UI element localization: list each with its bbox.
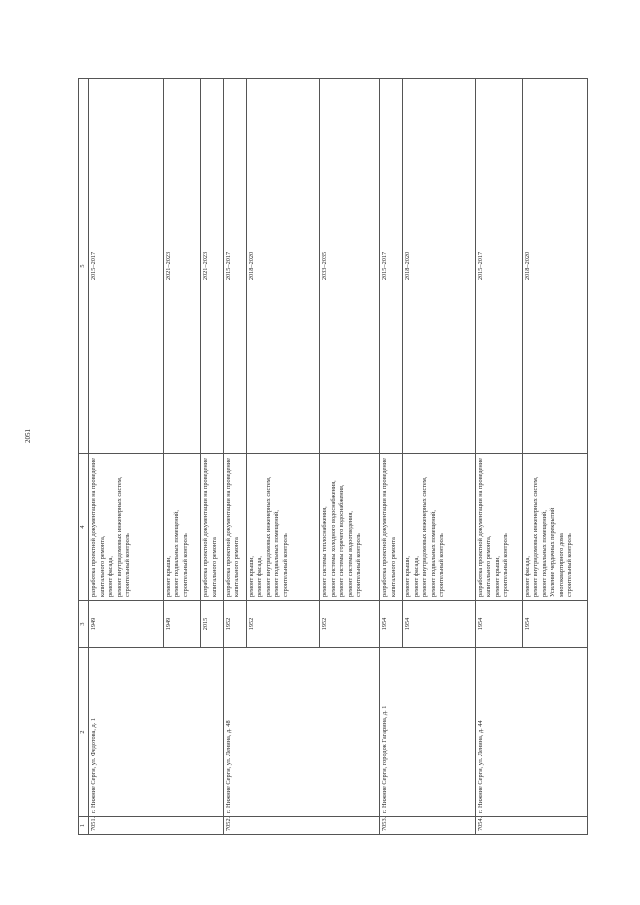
- work-item: ремонт системы теплоснабжения,: [321, 506, 329, 597]
- works-cell: [320, 454, 380, 601]
- row-number: 7052.: [223, 817, 380, 835]
- work-item: разработка проектной документации на проведение капитального ремонта,: [476, 458, 493, 597]
- year-cell: 1952: [320, 601, 380, 648]
- work-item: строительный контроль: [281, 533, 289, 597]
- table-row: [223, 79, 246, 835]
- work-item: ремонт системы холодного водоснабжения,: [329, 480, 337, 597]
- work-item: ремонт фасада,: [523, 556, 531, 597]
- period-cell: 2018–2020: [522, 79, 587, 454]
- works-cell: [201, 454, 224, 601]
- works-cell: [163, 454, 200, 601]
- page-number: 2051: [24, 429, 32, 443]
- work-item: ремонт подвальных помещений,: [429, 510, 437, 597]
- year-cell: 1954: [403, 601, 476, 648]
- work-item: строительный контроль: [181, 533, 189, 597]
- work-item: ремонт системы горячего водоснабжения,: [338, 484, 346, 597]
- work-item: разработка проектной документации на проведение капитального ремонта,: [90, 458, 106, 597]
- building-address: г. Нижние Серги, ул. Ленина, д. 44: [475, 648, 587, 817]
- year-cell: 1954: [522, 601, 587, 648]
- work-item: строительный контроль: [438, 533, 446, 597]
- header-col-4: 4: [79, 454, 89, 601]
- work-item: разработка проектной документации на проведение капитального ремонта: [224, 458, 241, 597]
- year-cell: 1954: [380, 601, 403, 648]
- period-cell: 2033–2035: [320, 79, 380, 454]
- header-row: [79, 79, 89, 835]
- work-item: ремонт крыши,: [493, 555, 501, 597]
- work-item: ремонт фасада,: [412, 556, 420, 597]
- work-item: строительный контроль: [566, 533, 574, 597]
- work-item: ремонт крыши,: [164, 555, 172, 597]
- year-cell: 2015: [201, 601, 224, 648]
- works-cell: [522, 454, 587, 601]
- work-item: ремонт внутридомовых инженерных систем,: [264, 476, 272, 597]
- works-cell: [223, 454, 246, 601]
- work-item: ремонт фасада,: [256, 556, 264, 597]
- works-cell: [475, 454, 522, 601]
- work-item: строительный контроль: [502, 533, 510, 597]
- work-item: ремонт подвальных помещений,: [273, 510, 281, 597]
- work-item: ремонт внутридомовых инженерных систем,: [532, 476, 540, 597]
- works-cell: [89, 454, 164, 601]
- row-number: 7053.: [380, 817, 475, 835]
- work-item: ремонт подвальных помещений,: [540, 510, 548, 597]
- year-cell: 1954: [475, 601, 522, 648]
- building-address: г. Нижние Серги, ул. Федотова, д. 1: [89, 648, 224, 817]
- table-row: [89, 79, 164, 835]
- work-item: ремонт крыши,: [247, 555, 255, 597]
- year-cell: 1949: [163, 601, 200, 648]
- repair-schedule-table: [78, 78, 588, 835]
- rotated-page: [78, 78, 588, 835]
- period-cell: 2015–2017: [89, 79, 164, 454]
- works-cell: [380, 454, 403, 601]
- work-item: ремонт внутридомовых инженерных систем,: [115, 476, 123, 597]
- period-cell: 2015–2017: [380, 79, 403, 454]
- header-col-3: 3: [79, 601, 89, 648]
- period-cell: 2015–2017: [223, 79, 246, 454]
- header-col-5: 5: [79, 79, 89, 454]
- work-item: строительный контроль: [355, 533, 363, 597]
- table-row: [475, 79, 522, 835]
- work-item: ремонт подвальных помещений,: [173, 510, 181, 597]
- table-body: [89, 79, 588, 835]
- period-cell: 2021–2023: [201, 79, 224, 454]
- work-item: разработка проектной документации на проведение капитального ремонта: [202, 458, 218, 597]
- works-cell: [246, 454, 320, 601]
- row-number: 7054.: [475, 817, 587, 835]
- year-cell: 1952: [246, 601, 320, 648]
- works-cell: [403, 454, 476, 601]
- period-cell: 2018–2020: [403, 79, 476, 454]
- building-address: г. Нижние Серги, городок Гагарина, д. 1: [380, 648, 475, 817]
- work-item: ремонт внутридомовых инженерных систем,: [421, 476, 429, 597]
- building-address: г. Нижние Серги, ул. Ленина, д. 48: [223, 648, 380, 817]
- header-col-2: 2: [79, 648, 89, 817]
- row-number: 7051.: [89, 817, 224, 835]
- work-item: ремонт системы водоотведения,: [346, 511, 354, 597]
- period-cell: 2015–2017: [475, 79, 522, 454]
- period-cell: 2021–2023: [163, 79, 200, 454]
- work-item: ремонт фасада,: [107, 556, 114, 597]
- year-cell: 1949: [89, 601, 164, 648]
- work-item: Усиление чердачных перекрытий многоквартирного дома: [549, 507, 565, 597]
- work-item: разработка проектной документации на проведение капитального ремонта: [381, 458, 397, 597]
- table-row: [380, 79, 403, 835]
- year-cell: 1952: [223, 601, 246, 648]
- header-col-1: 1: [79, 817, 89, 835]
- work-item: ремонт крыши,: [404, 555, 412, 597]
- work-item: строительный контроль: [124, 533, 131, 597]
- period-cell: 2018–2020: [246, 79, 320, 454]
